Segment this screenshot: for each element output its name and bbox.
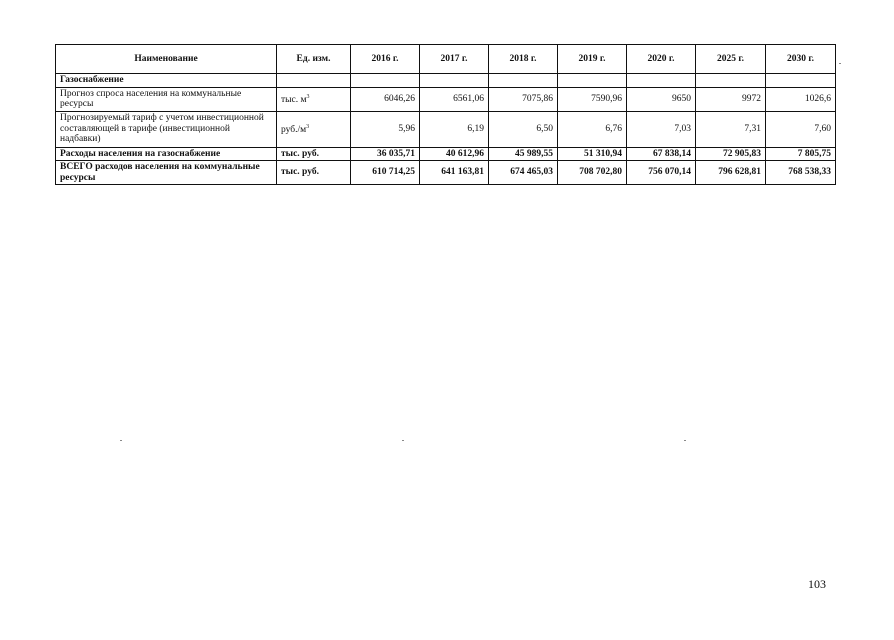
cell-2025: 9972 <box>696 87 766 111</box>
table-header-row <box>56 45 836 74</box>
row-name: ВСЕГО расходов населения на коммунальные ресурсы <box>56 161 277 185</box>
cell-2017: 641 163,81 <box>420 161 489 185</box>
unit-text: тыс. м <box>281 95 307 106</box>
empty-cell <box>696 74 766 88</box>
cell-2017: 6561,06 <box>420 87 489 111</box>
data-table <box>55 44 836 185</box>
cell-2030: 7 805,75 <box>766 147 836 161</box>
cell-2020: 9650 <box>627 87 696 111</box>
header-2019: 2019 г. <box>558 45 627 74</box>
cell-2025: 72 905,83 <box>696 147 766 161</box>
empty-cell <box>420 74 489 88</box>
cell-2018: 6,50 <box>489 111 558 147</box>
row-name: Прогнозируемый тариф с учетом инвестиционной составляющей в тарифе (инвестиционной надбавки) <box>56 111 277 147</box>
table-row <box>56 161 836 185</box>
cell-2016: 6046,26 <box>351 87 420 111</box>
header-2025: 2025 г. <box>696 45 766 74</box>
header-2030: 2030 г. <box>766 45 836 74</box>
section-row <box>56 74 836 88</box>
cell-2018: 674 465,03 <box>489 161 558 185</box>
cell-2020: 67 838,14 <box>627 147 696 161</box>
row-unit: тыс. руб. <box>277 161 351 185</box>
header-2018: 2018 г. <box>489 45 558 74</box>
empty-cell <box>558 74 627 88</box>
cell-2030: 768 538,33 <box>766 161 836 185</box>
cell-2017: 6,19 <box>420 111 489 147</box>
empty-cell <box>766 74 836 88</box>
scan-speck <box>684 440 686 441</box>
row-unit <box>277 111 351 147</box>
cell-2019: 6,76 <box>558 111 627 147</box>
row-name: Прогноз спроса населения на коммунальные ресурсы <box>56 87 277 111</box>
unit-text: руб./м <box>281 125 307 136</box>
header-unit: Ед. изм. <box>277 45 351 74</box>
cell-2019: 708 702,80 <box>558 161 627 185</box>
header-2020: 2020 г. <box>627 45 696 74</box>
header-2016: 2016 г. <box>351 45 420 74</box>
empty-cell <box>627 74 696 88</box>
table-row <box>56 147 836 161</box>
scan-speck <box>839 63 841 64</box>
section-title: Газоснабжение <box>56 74 277 88</box>
cell-2017: 40 612,96 <box>420 147 489 161</box>
cell-2030: 7,60 <box>766 111 836 147</box>
header-2017: 2017 г. <box>420 45 489 74</box>
cell-2018: 45 989,55 <box>489 147 558 161</box>
empty-cell <box>351 74 420 88</box>
table-row <box>56 111 836 147</box>
scan-speck <box>120 440 122 441</box>
cell-2020: 7,03 <box>627 111 696 147</box>
scan-speck <box>402 440 404 441</box>
cell-2019: 7590,96 <box>558 87 627 111</box>
cell-2025: 796 628,81 <box>696 161 766 185</box>
cell-2025: 7,31 <box>696 111 766 147</box>
row-name: Расходы населения на газоснабжение <box>56 147 277 161</box>
cell-2016: 5,96 <box>351 111 420 147</box>
cell-2019: 51 310,94 <box>558 147 627 161</box>
cell-2016: 610 714,25 <box>351 161 420 185</box>
unit-superscript: 3 <box>306 94 310 101</box>
cell-2018: 7075,86 <box>489 87 558 111</box>
page-number: 103 <box>808 577 826 591</box>
cell-2030: 1026,6 <box>766 87 836 111</box>
empty-cell <box>277 74 351 88</box>
cell-2020: 756 070,14 <box>627 161 696 185</box>
cell-2016: 36 035,71 <box>351 147 420 161</box>
header-name: Наименование <box>56 45 277 74</box>
empty-cell <box>489 74 558 88</box>
row-unit: тыс. руб. <box>277 147 351 161</box>
table-row <box>56 87 836 111</box>
row-unit <box>277 87 351 111</box>
unit-superscript: 3 <box>306 124 310 131</box>
